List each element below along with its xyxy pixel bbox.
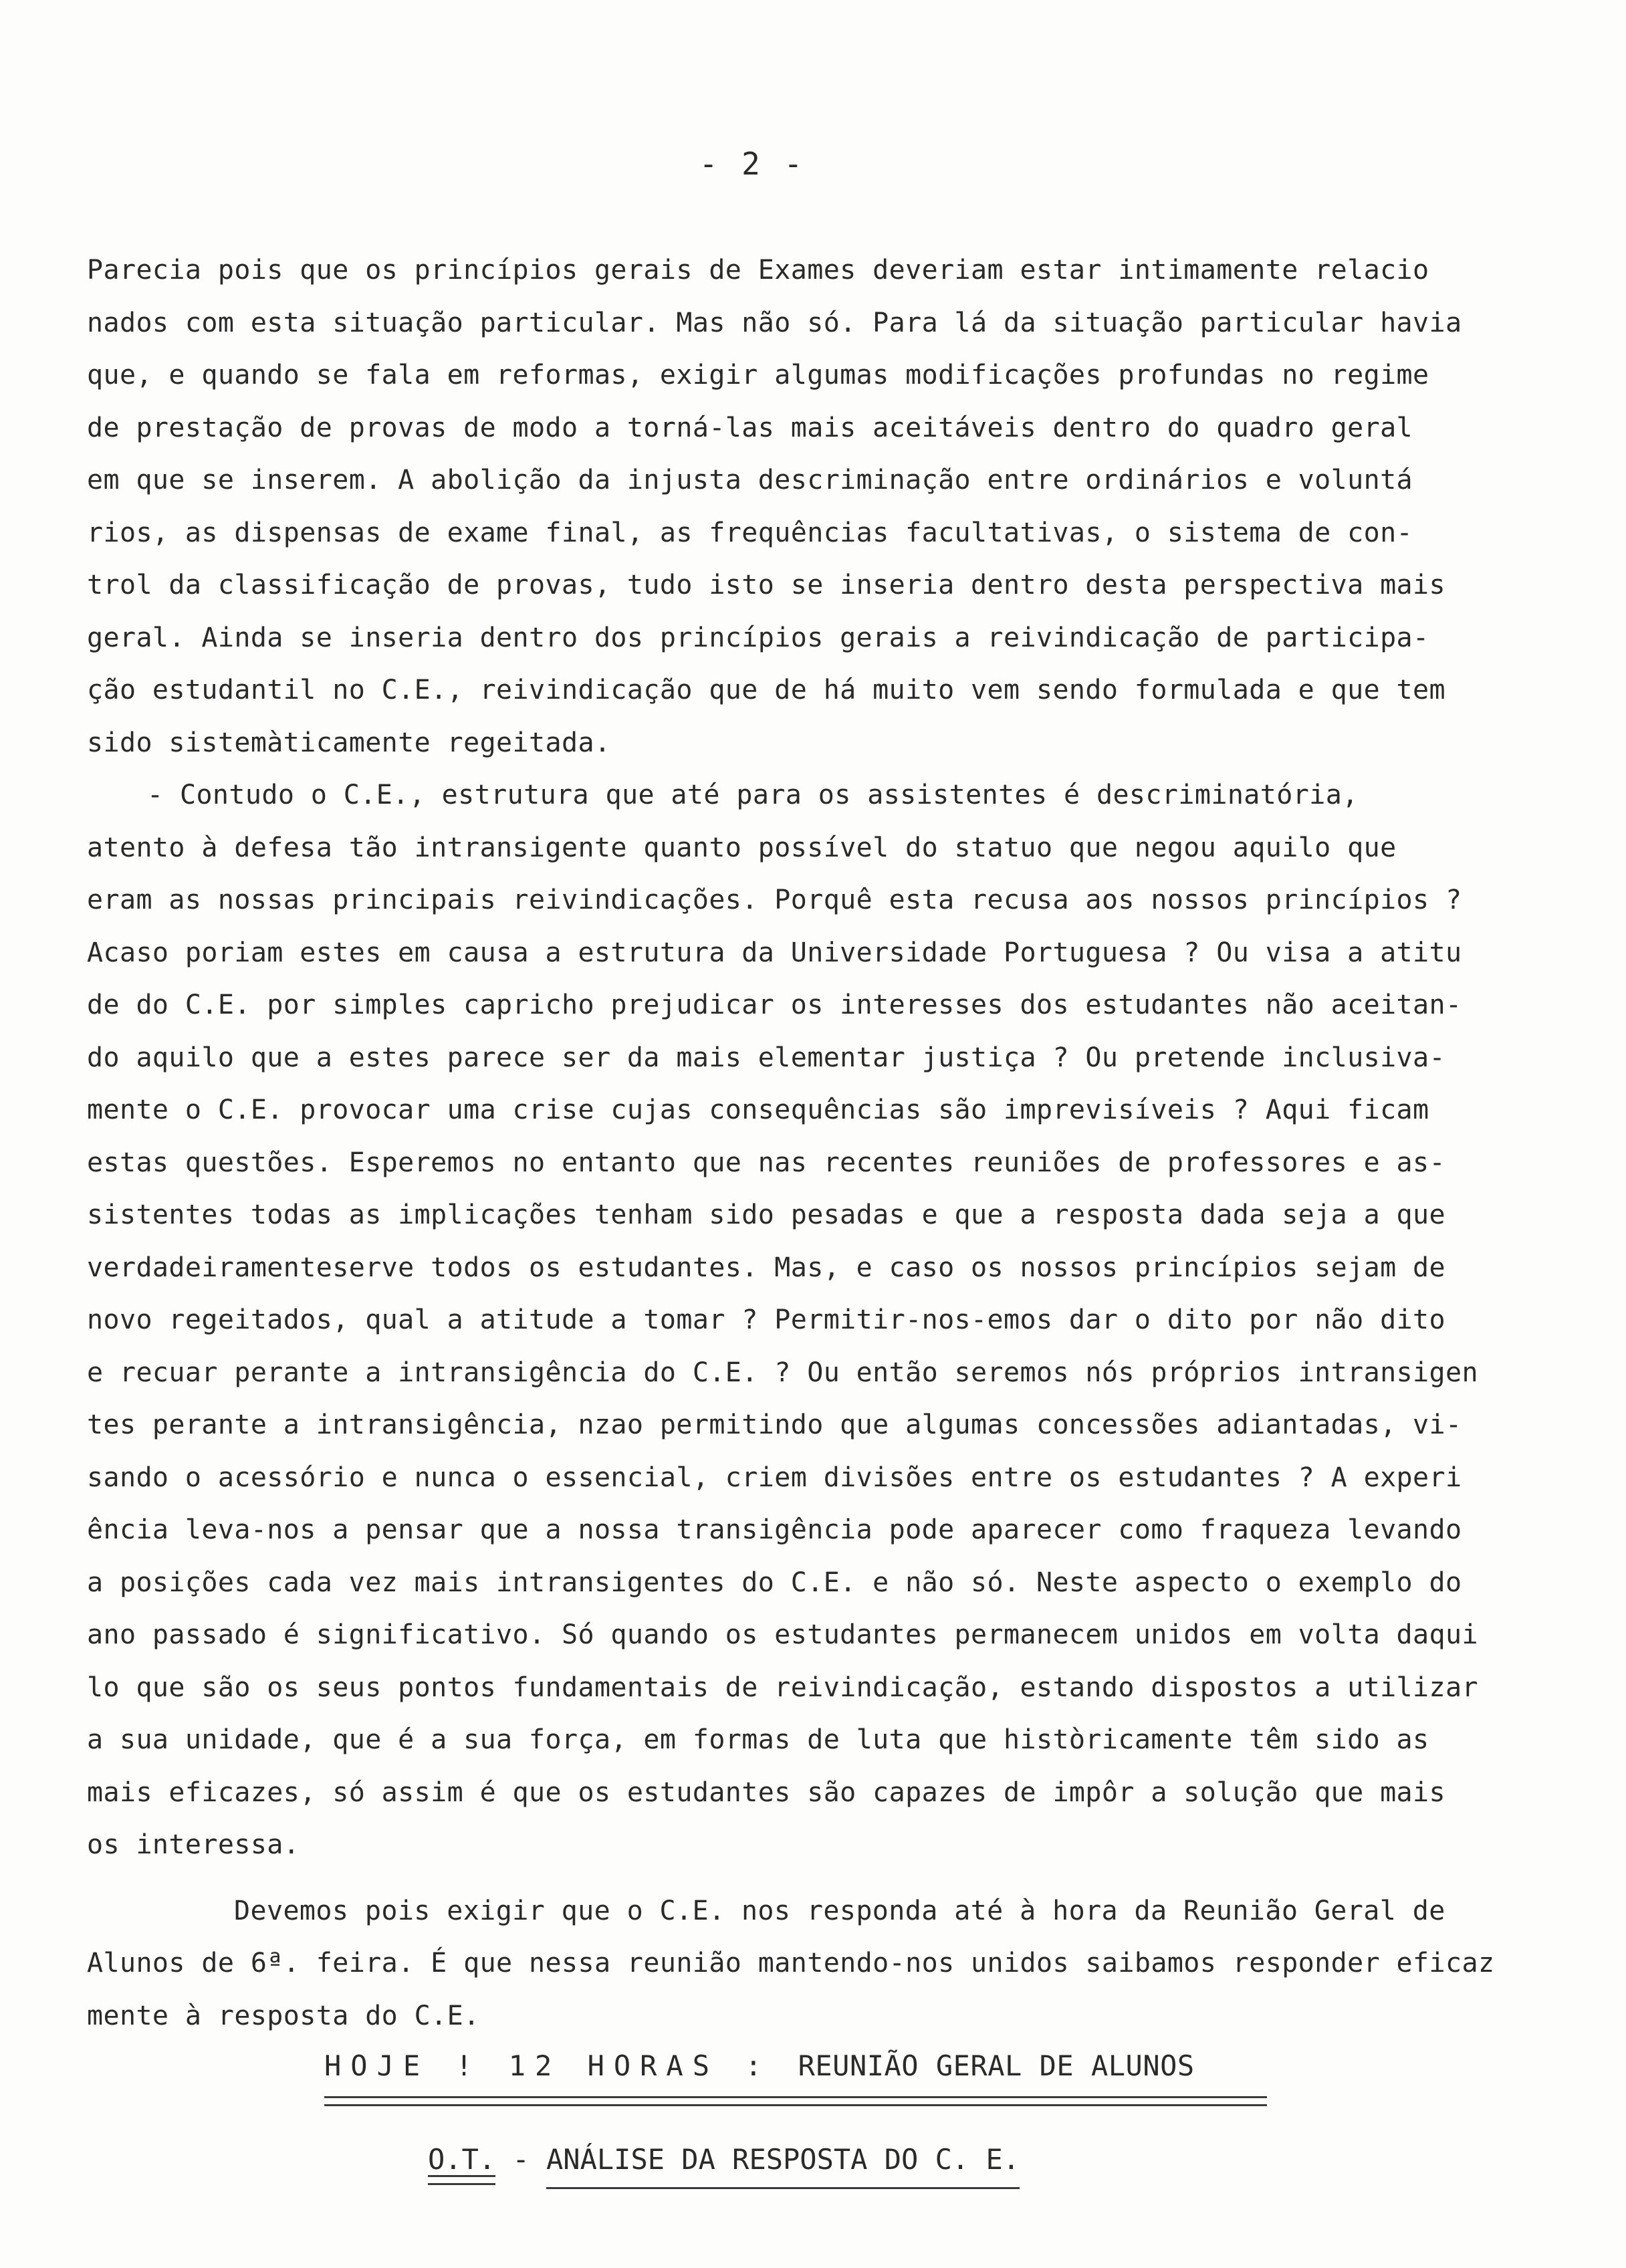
text-line: estas questões. Esperemos no entanto que nas recentes reuniões de professores e as- bbox=[87, 1147, 1446, 1178]
text-line: nados com esta situação particular. Mas não só. Para lá da situação particular havia bbox=[87, 307, 1462, 338]
text-line: Alunos de 6ª. feira. É que nessa reunião mantendo-nos unidos saibamos responder eficaz bbox=[87, 1948, 1495, 1978]
text-line: ência leva-nos a pensar que a nossa transigência pode aparecer como fraqueza levando bbox=[87, 1514, 1462, 1545]
agenda-topic: ANÁLISE DA RESPOSTA DO C. E. bbox=[546, 2143, 1020, 2176]
announcement-hoje: HOJE ! bbox=[324, 2049, 482, 2082]
text-line: Acaso poriam estes em causa a estrutura da Universidade Portuguesa ? Ou visa a atitu bbox=[87, 937, 1462, 968]
announcement-hour: 12 HORAS : bbox=[508, 2049, 772, 2082]
text-line: a posições cada vez mais intransigentes do C.E. e não só. Neste aspecto o exemplo do bbox=[87, 1567, 1462, 1598]
text-line: mente o C.E. provocar uma crise cujas consequências são imprevisíveis ? Aqui ficam bbox=[87, 1095, 1429, 1125]
paragraph-spacer bbox=[87, 1872, 1478, 1885]
text-line: novo regeitados, qual a atitude a tomar ? Permitir-nos-emos dar o dito por não dito bbox=[87, 1305, 1446, 1335]
text-line: de prestação de provas de modo a torná-las mais aceitáveis dentro do quadro geral bbox=[87, 412, 1413, 443]
page-number: - 2 - bbox=[699, 146, 806, 182]
text-line: verdadeiramenteserve todos os estudantes. Mas, e caso os nossos princípios sejam de bbox=[87, 1252, 1446, 1283]
text-line: sistentes todas as implicações tenham sido pesadas e que a resposta dada seja a que bbox=[87, 1200, 1446, 1230]
announcement-subject: REUNIÃO GERAL DE ALUNOS bbox=[798, 2049, 1195, 2082]
text-line: geral. Ainda se inseria dentro dos princípios gerais a reivindicação de participa- bbox=[87, 622, 1429, 653]
agenda-ot-label: O.T. bbox=[428, 2143, 496, 2176]
text-line: que, e quando se fala em reformas, exigir algumas modificações profundas no regime bbox=[87, 360, 1429, 390]
text-line: a sua unidade, que é a sua força, em formas de luta que històricamente têm sido as bbox=[87, 1724, 1429, 1755]
text-line: Parecia pois que os princípios gerais de Exames deveriam estar intimamente relacio bbox=[87, 255, 1429, 286]
text-line: em que se inserem. A abolição da injusta descriminação entre ordinários e voluntá bbox=[87, 465, 1413, 495]
text-line: ção estudantil no C.E., reivindicação que de há muito vem sendo formulada e que tem bbox=[87, 675, 1446, 705]
text-line: Devemos pois exigir que o C.E. nos responda até à hora da Reunião Geral de bbox=[234, 1895, 1445, 1926]
text-line: sido sistemàticamente regeitada. bbox=[87, 727, 611, 758]
text-line: lo que são os seus pontos fundamentais de reivindicação, estando dispostos a utilizar bbox=[87, 1672, 1478, 1703]
text-line: sando o acessório e nunca o essencial, criem divisões entre os estudantes ? A experi bbox=[87, 1462, 1462, 1493]
text-line: os interessa. bbox=[87, 1829, 300, 1860]
text-line: e recuar perante a intransigência do C.E. ? Ou então seremos nós próprios intransigen bbox=[87, 1357, 1478, 1388]
text-line: rios, as dispensas de exame final, as frequências facultativas, o sistema de con- bbox=[87, 517, 1413, 548]
text-line: ano passado é significativo. Só quando os estudantes permanecem unidos em volta daqui bbox=[87, 1619, 1478, 1650]
text-line: tes perante a intransigência, nzao permitindo que algumas concessões adiantadas, vi- bbox=[87, 1409, 1462, 1440]
text-line: - Contudo o C.E., estrutura que até para os assistentes é descriminatória, bbox=[147, 780, 1359, 810]
text-line: mente à resposta do C.E. bbox=[87, 2000, 480, 2031]
meeting-announcement bbox=[324, 2049, 1260, 2082]
announcement-double-underline bbox=[324, 2096, 1267, 2106]
agenda-line bbox=[428, 2143, 1020, 2176]
text-line: trol da classificação de provas, tudo isto se inseria dentro desta perspectiva mais bbox=[87, 570, 1446, 600]
text-line: mais eficazes, só assim é que os estudantes são capazes de impôr a solução que mais bbox=[87, 1777, 1446, 1808]
text-line: de do C.E. por simples capricho prejudicar os interesses dos estudantes não aceitan- bbox=[87, 990, 1462, 1020]
text-line: eram as nossas principais reivindicações. Porquê esta recusa aos nossos princípios ? bbox=[87, 885, 1462, 915]
text-line: do aquilo que a estes parece ser da mais elementar justiça ? Ou pretende inclusiva- bbox=[87, 1042, 1446, 1073]
body-text bbox=[87, 244, 1495, 2042]
text-line: atento à defesa tão intransigente quanto possível do statuo que negou aquilo que bbox=[87, 832, 1397, 863]
agenda-dash: - bbox=[495, 2143, 547, 2176]
